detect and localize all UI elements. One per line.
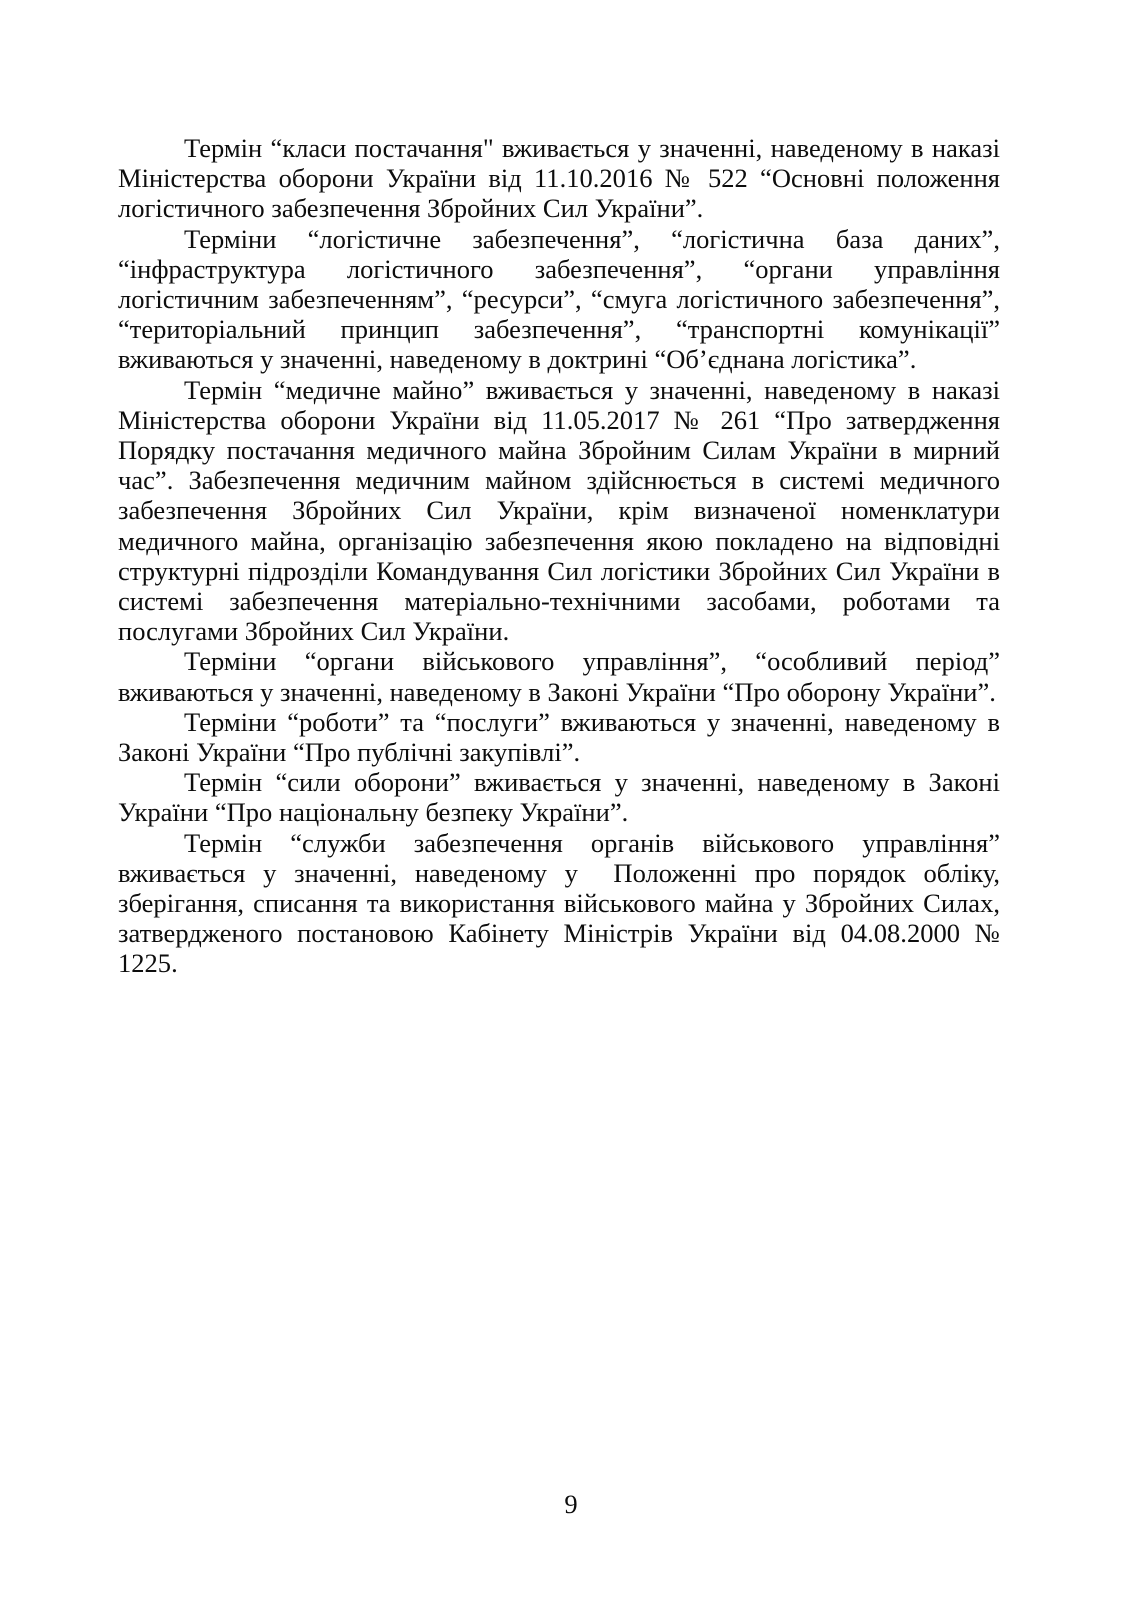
page-number: 9 [564, 1489, 578, 1519]
paragraph-6: Термін “сили оборони” вживається у значенні, наведеному в Законі України “Про національну безпеку України”. [118, 767, 1007, 828]
paragraph-2: Терміни “логістичне забезпечення”, “логістична база даних”, “інфраструктура логістичного забезпечення”, “органи управління логістичним забезпеченням”, “ресурси”, “смуга логістичного забезпечення”, “територіальний принцип забезпечення”, “транспортні комунікації” вживаються у значенні, наведеному в доктрині “Об’єднана логістика”. [118, 223, 1007, 375]
paragraph-3: Термін “медичне майно” вживається у значенні, наведеному в наказі Міністерства оборони України від 11.05.2017 № 261 “Про затвердження Порядку постачання медичного майна Збройним Силам України в мирний час”. Забезпечення медичним майном здійснюється в системі медичного забезпечення Збройних Сил України, крім визначеної номенклатури медичного майна, організацію забезпечення якою покладено на відповідні структурні підрозділи Командування Сил логістики Збройних Сил України в системі забезпечення матеріально-технічними засобами, роботами та послугами Збройних Сил України. [118, 374, 1007, 647]
paragraph-1: Термін “класи постачання" вживається у значенні, наведеному в наказі Міністерства оборони України від 11.10.2016 № 522 “Основні положення логістичного забезпечення Збройних Сил України”. [118, 133, 1007, 224]
paragraph-7: Термін “служби забезпечення органів військового управління” вживається у значенні, наведеному у Положенні про порядок обліку, зберігання, списання та використання військового майна у Збройних Силах, затвердженого постановою Кабінету Міністрів України від 04.08.2000 № 1225. [118, 827, 1007, 979]
paragraph-5: Терміни “роботи” та “послуги” вживаються у значенні, наведеному в Законі України “Про публічні закупівлі”. [118, 706, 1007, 768]
document-text-body [118, 133, 1007, 979]
paragraph-4: Терміни “органи військового управління”, “особливий період” вживаються у значенні, наведеному в Законі України “Про оборону України”. [118, 646, 1007, 707]
